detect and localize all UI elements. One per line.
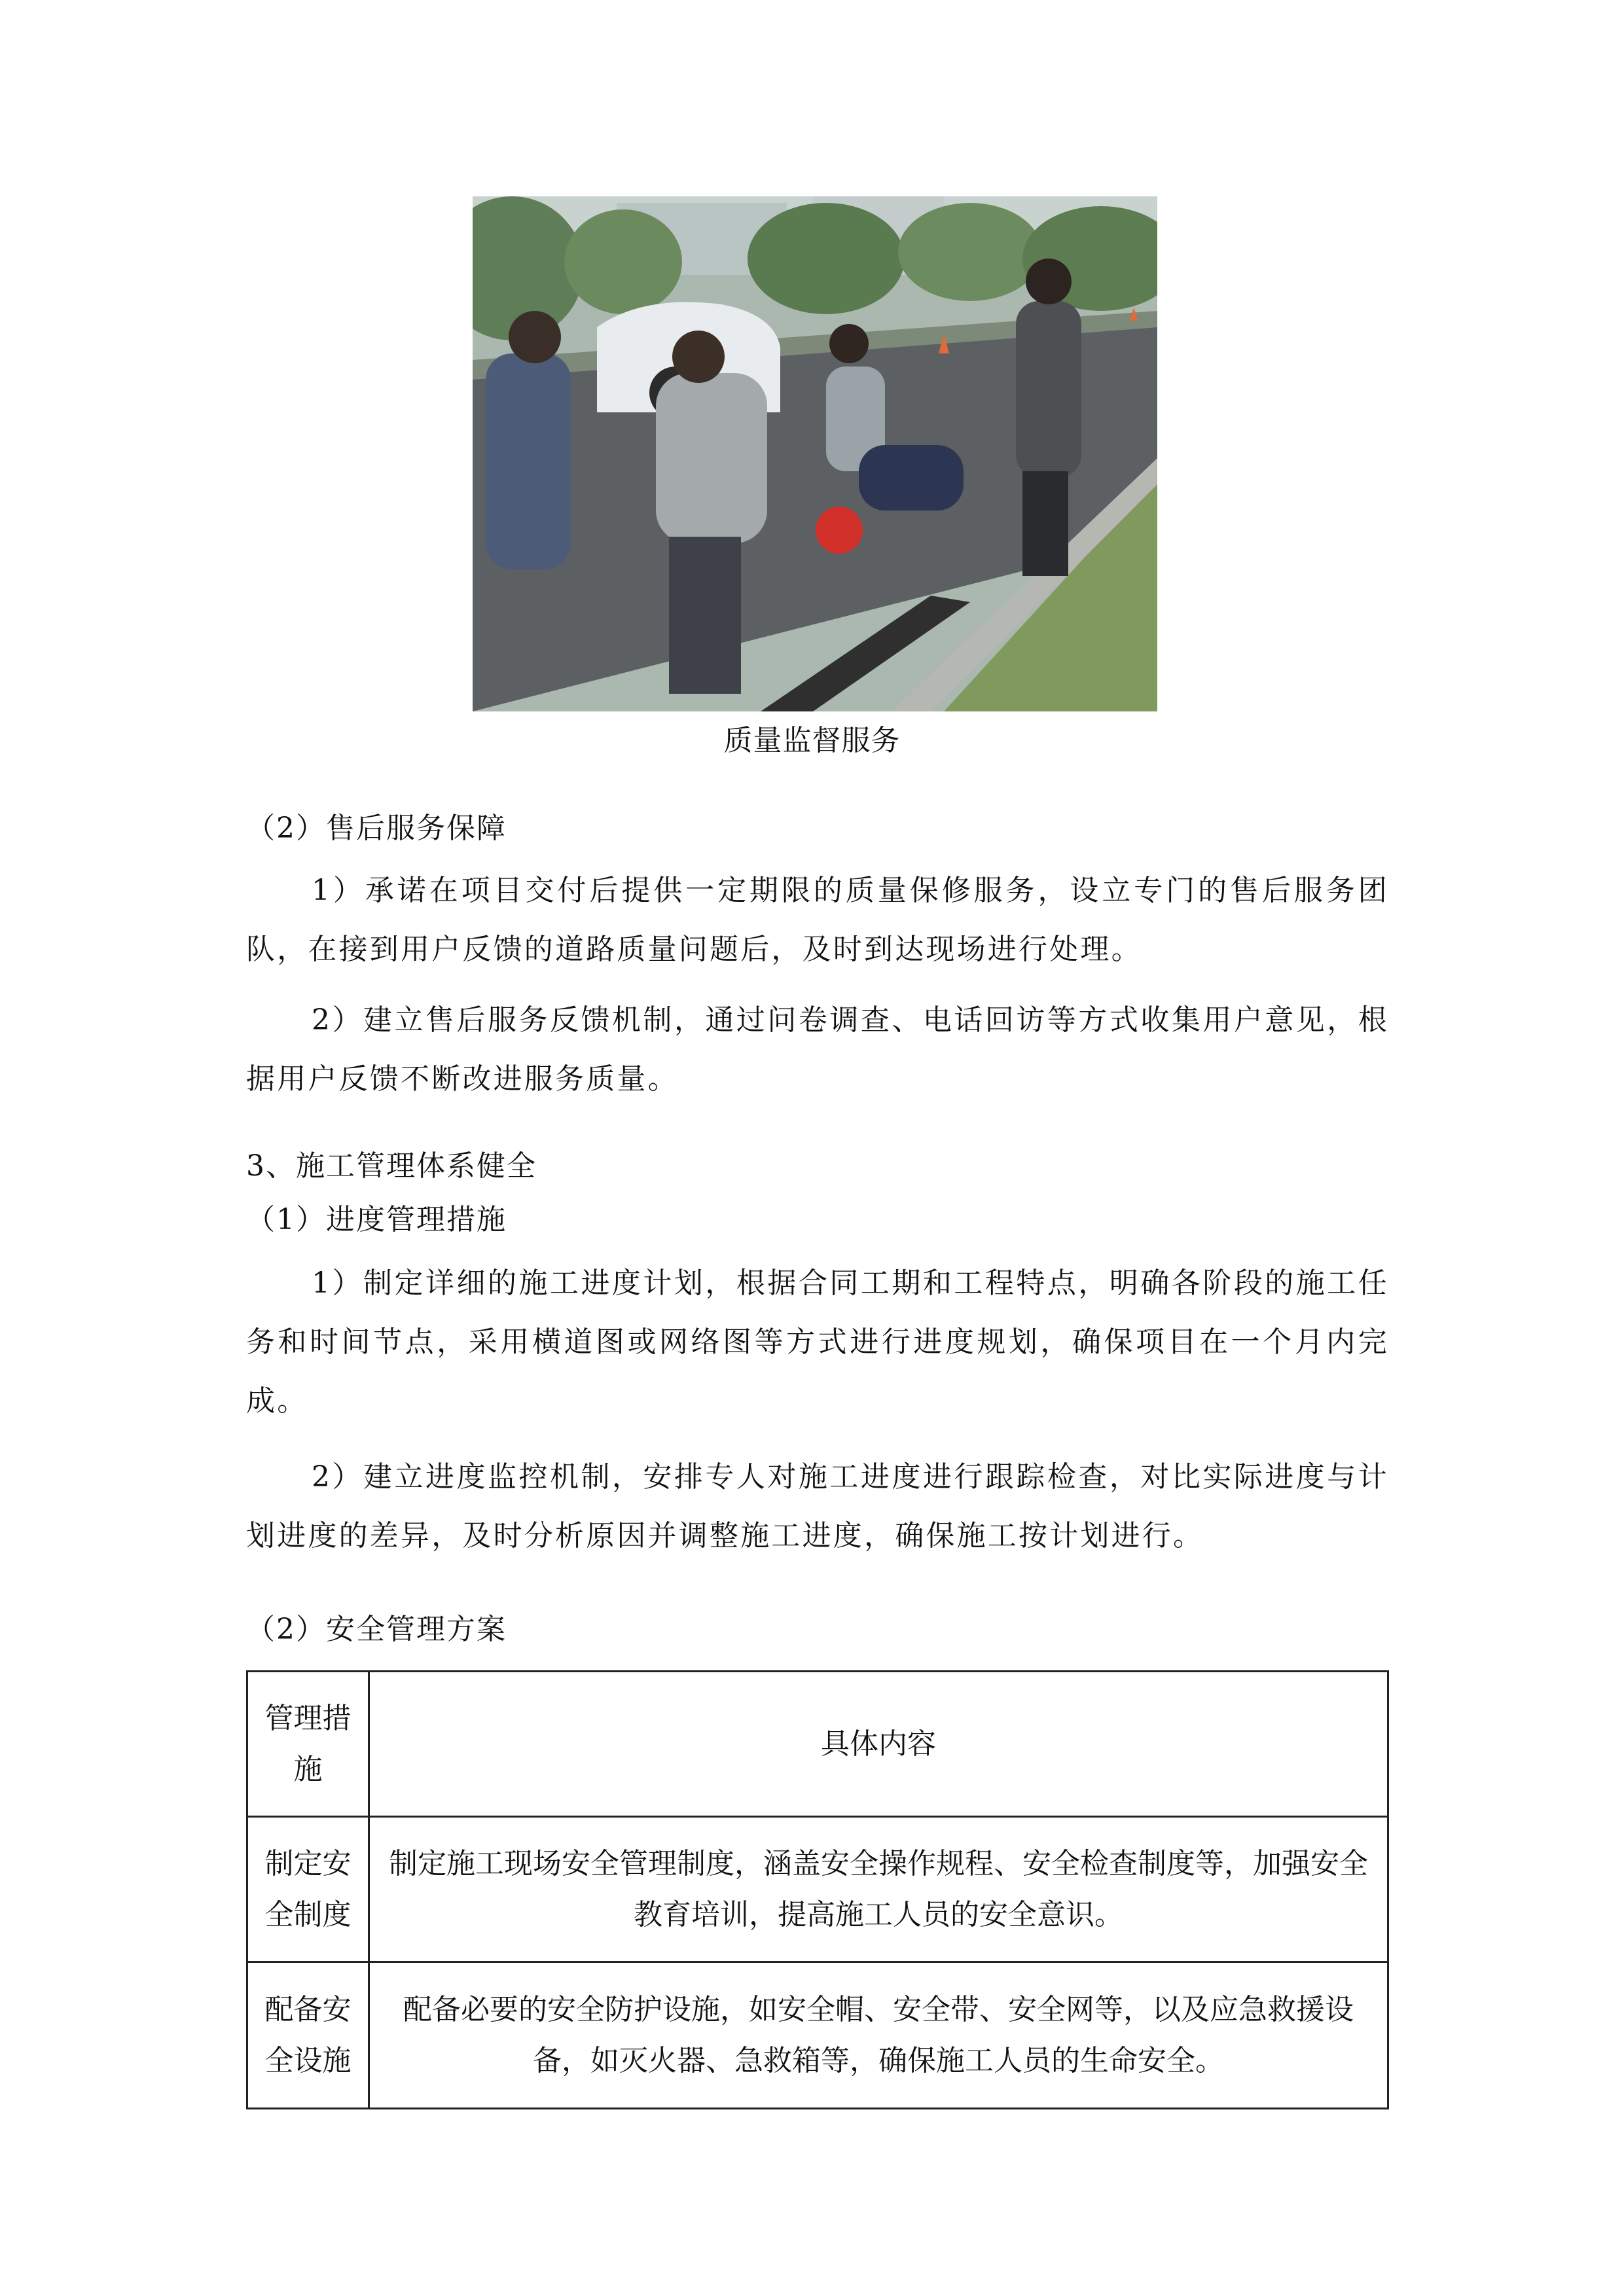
section-heading-after-sales: （2）售后服务保障: [246, 812, 507, 845]
table-cell-content: 配备必要的安全防护设施，如安全帽、安全带、安全网等，以及应急救援设备，如灭火器、急救箱等，确保施工人员的生命安全。: [369, 1962, 1388, 2109]
site-inspection-photo: [473, 196, 1157, 711]
figure-caption: 质量监督服务: [723, 724, 901, 757]
photo-illustration: [473, 196, 1157, 711]
table-header-measure: 管理措施: [247, 1672, 369, 1817]
paragraph-after-sales-2: 2）建立售后服务反馈机制，通过问卷调查、电话回访等方式收集用户意见，根据用户反馈不断改进服务质量。: [246, 1003, 1389, 1096]
table-cell-measure: 配备安全设施: [247, 1962, 369, 2109]
table-cell-content: 制定施工现场安全管理制度，涵盖安全操作规程、安全检查制度等，加强安全教育培训，提高施工人员的安全意识。: [369, 1817, 1388, 1962]
table-header-content: 具体内容: [369, 1672, 1388, 1817]
safety-measures-table: [246, 1670, 1389, 2109]
paragraph-progress-1: 1）制定详细的施工进度计划，根据合同工期和工程特点，明确各阶段的施工任务和时间节点，采用横道图或网络图等方式进行进度规划，确保项目在一个月内完成。: [246, 1266, 1389, 1418]
table-cell-measure: 制定安全制度: [247, 1817, 369, 1962]
subsection-heading-safety: （2）安全管理方案: [246, 1613, 507, 1646]
paragraph-after-sales-1: 1）承诺在项目交付后提供一定期限的质量保修服务，设立专门的售后服务团队，在接到用户反馈的道路质量问题后，及时到达现场进行处理。: [246, 874, 1389, 966]
table-header-row: [247, 1672, 1388, 1817]
subsection-heading-progress: （1）进度管理措施: [246, 1203, 507, 1236]
table-row: [247, 1962, 1388, 2109]
section-heading-construction-management: 3、施工管理体系健全: [246, 1149, 537, 1183]
table-row: [247, 1817, 1388, 1962]
paragraph-progress-2: 2）建立进度监控机制，安排专人对施工进度进行跟踪检查，对比实际进度与计划进度的差异，及时分析原因并调整施工进度，确保施工按计划进行。: [246, 1460, 1389, 1552]
